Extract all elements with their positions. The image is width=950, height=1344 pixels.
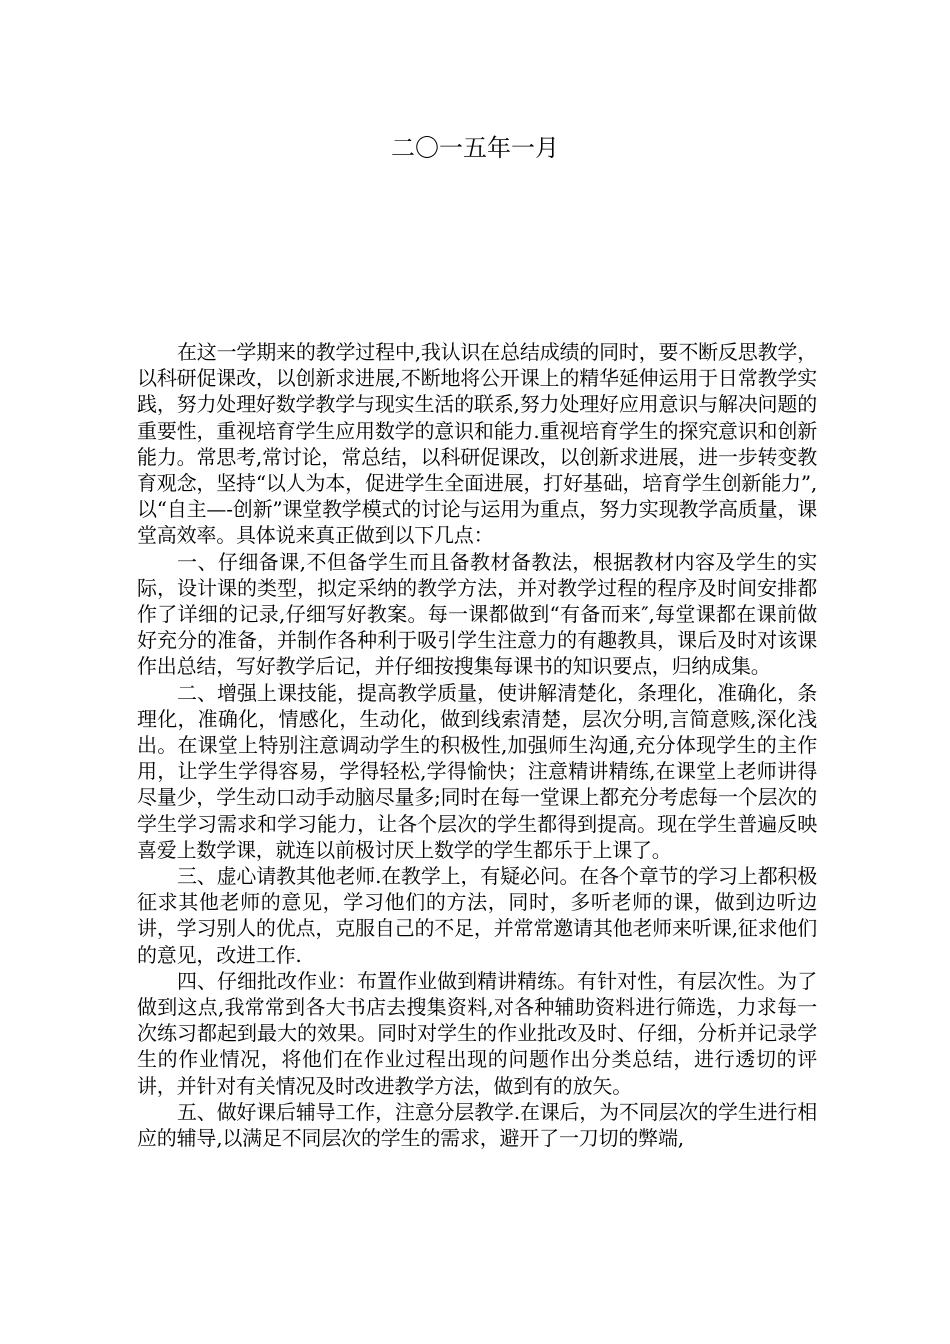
- body-text: [137, 339, 817, 1151]
- paragraph-consult-teachers: 三、虚心请教其他老师.在教学上，有疑必问。在各个章节的学习上都积极征求其他老师的意见，学习他们的方法，同时，多听老师的课，做到边听边讲，学习别人的优点，克服自己的不足，并常常邀请其他老师来听课,征求他们的意见，改进工作.: [137, 864, 817, 967]
- paragraph-intro: 在这一学期来的教学过程中,我认识在总结成绩的同时，要不断反思教学，以科研促课改，以创新求进展,不断地将公开课上的精华延伸运用于日常教学实践，努力处理好数学教学与现实生活的联系,努力处理好应用意识与解决问题的重要性，重视培育学生应用数学的意识和能力.重视培育学生的探究意识和创新能力。常思考,常讨论，常总结，以科研促课改，以创新求进展，进一步转变教育观念，坚持“以人为本，促进学生全面进展，打好基础，培育学生创新能力”,以“自主—-创新”课堂教学模式的讨论与运用为重点，努力实现教学高质量，课堂高效率。具体说来真正做到以下几点：: [137, 340, 818, 548]
- paragraph-after-class-tutoring: 五、做好课后辅导工作，注意分层教学.在课后，为不同层次的学生进行相应的辅导,以满足不同层次的学生的需求，避开了一刀切的弊端,: [137, 1099, 817, 1151]
- paragraph-teaching-skills: 二、增强上课技能，提高教学质量，使讲解清楚化，条理化，准确化，条理化，准确化，情感化，生动化，做到线索清楚，层次分明,言简意赅,深化浅出。在课堂上特别注意调动学生的积极性,加强师生沟通,充分体现学生的主作用，让学生学得容易，学得轻松,学得愉快；注意精讲精练,在课堂上老师讲得尽量少，学生动口动手动脑尽量多;同时在每一堂课上都充分考虑每一个层次的学生学习需求和学习能力，让各个层次的学生都得到提高。现在学生普遍反映喜爱上数学课，就连以前极讨厌上数学的学生都乐于上课了。: [137, 680, 817, 862]
- paragraph-lesson-preparation: 一、仔细备课,不但备学生而且备教材备教法，根据教材内容及学生的实际，设计课的类型，拟定采纳的教学方法，并对教学过程的程序及时间安排都作了详细的记录,仔细写好教案。每一课都做到“有备而来″,每堂课都在课前做好充分的准备，并制作各种利于吸引学生注意力的有趣教具，课后及时对该课作出总结，写好教学后记，并仔细按搜集每课书的知识要点，归纳成集。: [137, 549, 817, 679]
- date-title: 二〇一五年一月: [391, 134, 559, 162]
- paragraph-homework-correction: 四、仔细批改作业：布置作业做到精讲精练。有针对性，有层次性。为了做到这点,我常常到各大书店去搜集资料,对各种辅助资料进行筛选，力求每一次练习都起到最大的效果。同时对学生的作业批改及时、仔细，分析并记录学生的作业情况，将他们在作业过程出现的问题作出分类总结，进行透切的评讲，并针对有关情况及时改进教学方法，做到有的放矢。: [137, 968, 817, 1098]
